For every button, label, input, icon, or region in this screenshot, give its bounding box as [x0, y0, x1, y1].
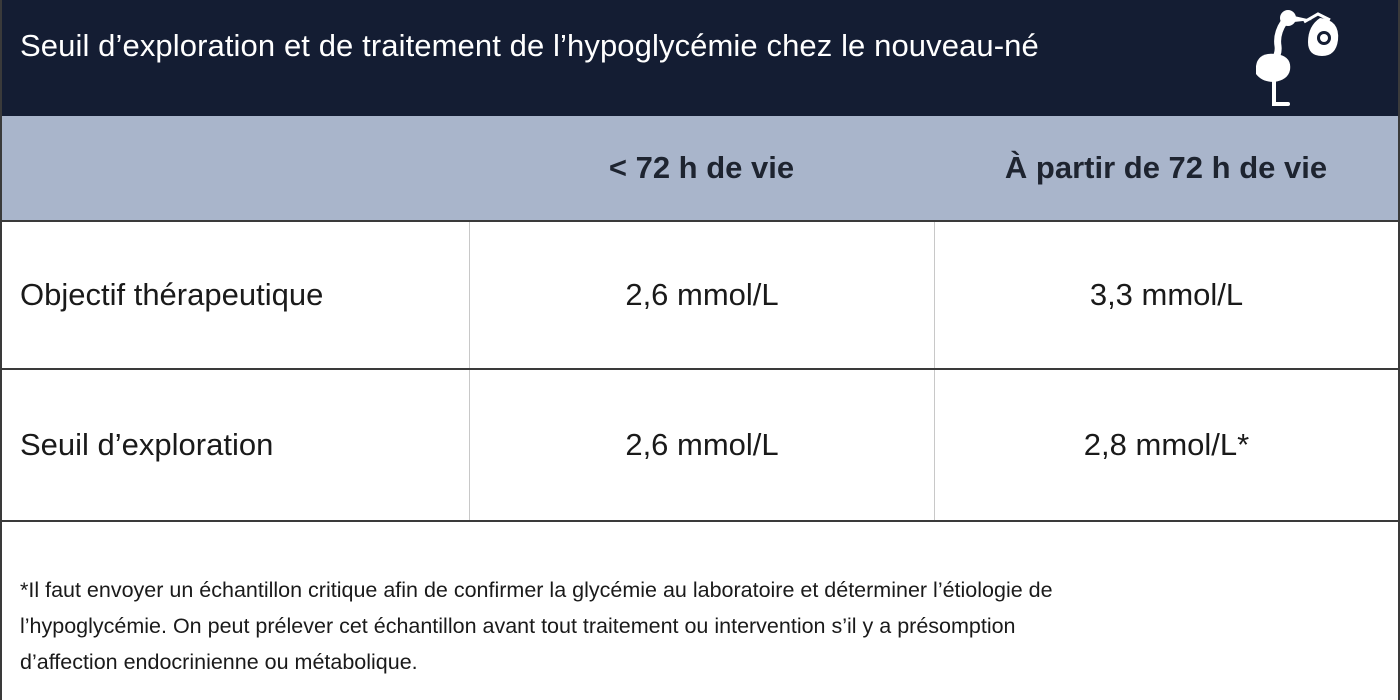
footnote-line: d’affection endocrinienne ou métabolique. — [20, 650, 418, 674]
stork-icon — [1248, 4, 1344, 110]
cell-value: 2,6 mmol/L — [469, 222, 934, 368]
row-label-exploration-threshold: Seuil d’exploration — [20, 427, 274, 462]
cell-value: 2,8 mmol/L* — [934, 370, 1398, 520]
cell-value: 3,3 mmol/L — [934, 222, 1398, 368]
table-header-row — [2, 116, 1398, 222]
footnote-line: *Il faut envoyer un échantillon critique afin de confirmer la glycémie au laboratoire et déterminer l’étiologie de — [20, 578, 1053, 602]
page-title: Seuil d’exploration et de traitement de l’hypoglycémie chez le nouveau-né — [20, 28, 1039, 63]
footnote — [20, 572, 1380, 680]
column-header-under-72h: < 72 h de vie — [608, 150, 795, 185]
cell-value: 2,6 mmol/L — [469, 370, 934, 520]
footnote-line: l’hypoglycémie. On peut prélever cet échantillon avant tout traitement ou intervention s’il y a présomption — [20, 614, 1016, 638]
column-header-from-72h: À partir de 72 h de vie — [1004, 150, 1328, 185]
table-row — [2, 222, 1398, 370]
table-row — [2, 370, 1398, 522]
row-label-therapeutic-target: Objectif thérapeutique — [20, 277, 324, 312]
title-bar — [2, 0, 1398, 116]
